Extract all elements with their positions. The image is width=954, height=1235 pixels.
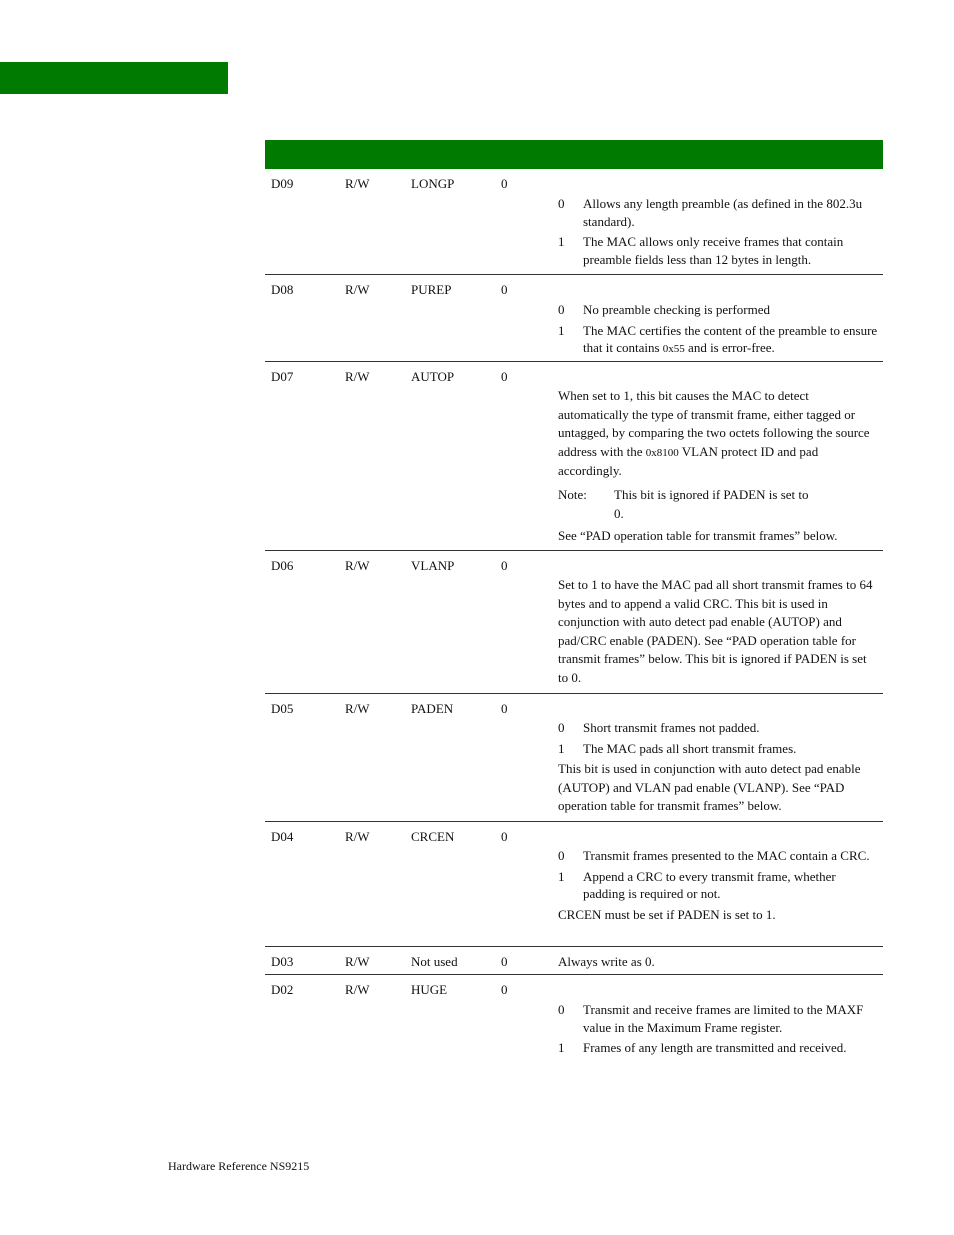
item-number: 0 xyxy=(558,720,565,735)
list-item xyxy=(558,233,878,268)
hex-value: 0x55 xyxy=(662,343,685,355)
item-number: 0 xyxy=(558,196,565,211)
list-item xyxy=(558,740,878,758)
item-number: 1 xyxy=(558,868,565,884)
reset-cell: 0 xyxy=(501,701,508,716)
table-row xyxy=(265,275,883,362)
see-reference: See “PAD operation table for transmit frames” below. xyxy=(558,527,838,543)
reset-cell: 0 xyxy=(501,282,508,297)
bits-cell: D03 xyxy=(271,954,294,969)
mnemonic-cell: Not used xyxy=(411,954,458,969)
item-number: 1 xyxy=(558,740,565,756)
description-cell xyxy=(558,195,878,271)
page-footer: Hardware Reference NS9215 xyxy=(168,1159,310,1173)
access-cell: R/W xyxy=(345,369,370,384)
item-text: Frames of any length are transmitted and received. xyxy=(583,1040,847,1055)
mnemonic-cell: CRCEN xyxy=(411,829,455,844)
bits-cell: D08 xyxy=(271,282,294,297)
description-paragraph: CRCEN must be set if PADEN is set to 1. xyxy=(558,906,776,922)
item-text: The MAC certifies the content of the preamble to ensure that it contains xyxy=(583,322,878,355)
reset-cell: 0 xyxy=(501,369,508,384)
access-cell: R/W xyxy=(345,701,370,716)
reset-cell: 0 xyxy=(501,954,508,969)
mnemonic-cell: AUTOP xyxy=(411,369,455,384)
paragraph-text: VLAN protect ID and pad accordingly. xyxy=(558,443,819,479)
hex-value: 0x8100 xyxy=(645,446,679,459)
list-item xyxy=(558,1001,878,1036)
table-row xyxy=(265,822,883,947)
item-number: 1 xyxy=(558,1040,565,1055)
item-number: 1 xyxy=(558,234,565,249)
table-row xyxy=(265,947,883,975)
table-row xyxy=(265,169,883,275)
paragraph-text: When set to 1, this bit causes the MAC to detect automatically the type of transmit frame, either tagged or untagged, by comparing the two octets following the source address with the xyxy=(558,388,870,459)
bits-cell: D05 xyxy=(271,701,294,716)
access-cell: R/W xyxy=(345,282,370,297)
item-text: The MAC allows only receive frames that contain preamble fields less than 12 bytes in length. xyxy=(583,234,844,267)
description-paragraph: Always write as 0. xyxy=(558,954,655,969)
reset-cell: 0 xyxy=(501,558,508,573)
list-item xyxy=(558,1039,878,1057)
item-number: 1 xyxy=(558,322,565,338)
access-cell: R/W xyxy=(345,829,370,844)
note xyxy=(558,485,878,523)
mnemonic-cell: PUREP xyxy=(411,282,452,297)
table-header-bar xyxy=(265,140,883,169)
description-paragraph: Set to 1 to have the MAC pad all short transmit frames to 64 bytes and to append a valid CRC. This bit is used in conjunction with auto detect pad enable (AUTOP) and pad/CRC enable (PADEN). See “PAD operation table for transmit frames” below. This bit is ignored if PADEN is set to 0. xyxy=(558,577,873,685)
list-item xyxy=(558,868,878,903)
list-item xyxy=(558,301,878,319)
description-cell xyxy=(558,576,878,692)
reset-cell: 0 xyxy=(501,176,508,191)
bits-cell: D04 xyxy=(271,829,294,844)
bits-cell: D02 xyxy=(271,982,294,997)
reset-cell: 0 xyxy=(501,829,508,844)
description-cell xyxy=(558,953,878,970)
description-cell xyxy=(558,387,878,550)
mnemonic-cell: PADEN xyxy=(411,701,454,716)
item-text: and is error-free. xyxy=(684,340,775,355)
chapter-header-bar xyxy=(0,62,228,94)
description-paragraph: This bit is used in conjunction with auto detect pad enable (AUTOP) and VLAN pad enable (VLANP). See “PAD operation table for transmit frames” below. xyxy=(558,761,861,814)
item-text: The MAC pads all short transmit frames. xyxy=(583,740,797,756)
item-number: 0 xyxy=(558,302,565,317)
reset-cell: 0 xyxy=(501,982,508,997)
list-item xyxy=(558,847,878,865)
note-text: This bit is ignored if PADEN is set to 0. xyxy=(614,486,809,521)
register-table xyxy=(265,169,883,1065)
mnemonic-cell: VLANP xyxy=(411,558,455,573)
list-item xyxy=(558,322,878,359)
bits-cell: D06 xyxy=(271,558,294,573)
item-number: 0 xyxy=(558,848,565,863)
mnemonic-cell: HUGE xyxy=(411,982,448,997)
bits-cell: D07 xyxy=(271,369,294,384)
item-text: Allows any length preamble (as defined in the 802.3u standard). xyxy=(583,196,863,229)
access-cell: R/W xyxy=(345,954,370,969)
item-number: 0 xyxy=(558,1002,565,1017)
item-text: Transmit frames presented to the MAC contain a CRC. xyxy=(583,848,870,863)
table-row xyxy=(265,975,883,1065)
description-cell xyxy=(558,847,878,928)
mnemonic-cell: LONGP xyxy=(411,176,455,191)
access-cell: R/W xyxy=(345,558,370,573)
description-cell xyxy=(558,301,878,362)
access-cell: R/W xyxy=(345,176,370,191)
description-cell xyxy=(558,719,878,820)
table-row xyxy=(265,362,883,551)
item-text: Transmit and receive frames are limited to the MAXF value in the Maximum Frame register. xyxy=(583,1002,864,1035)
item-text: Append a CRC to every transmit frame, whether padding is required or not. xyxy=(583,868,836,901)
list-item xyxy=(558,719,878,737)
access-cell: R/W xyxy=(345,982,370,997)
item-text: No preamble checking is performed xyxy=(583,302,770,317)
description-paragraph xyxy=(558,387,878,481)
table-row xyxy=(265,551,883,694)
list-item xyxy=(558,195,878,230)
description-cell xyxy=(558,1001,878,1060)
table-row xyxy=(265,694,883,822)
note-label: Note: xyxy=(558,486,587,502)
item-text: Short transmit frames not padded. xyxy=(583,720,760,735)
bits-cell: D09 xyxy=(271,176,294,191)
